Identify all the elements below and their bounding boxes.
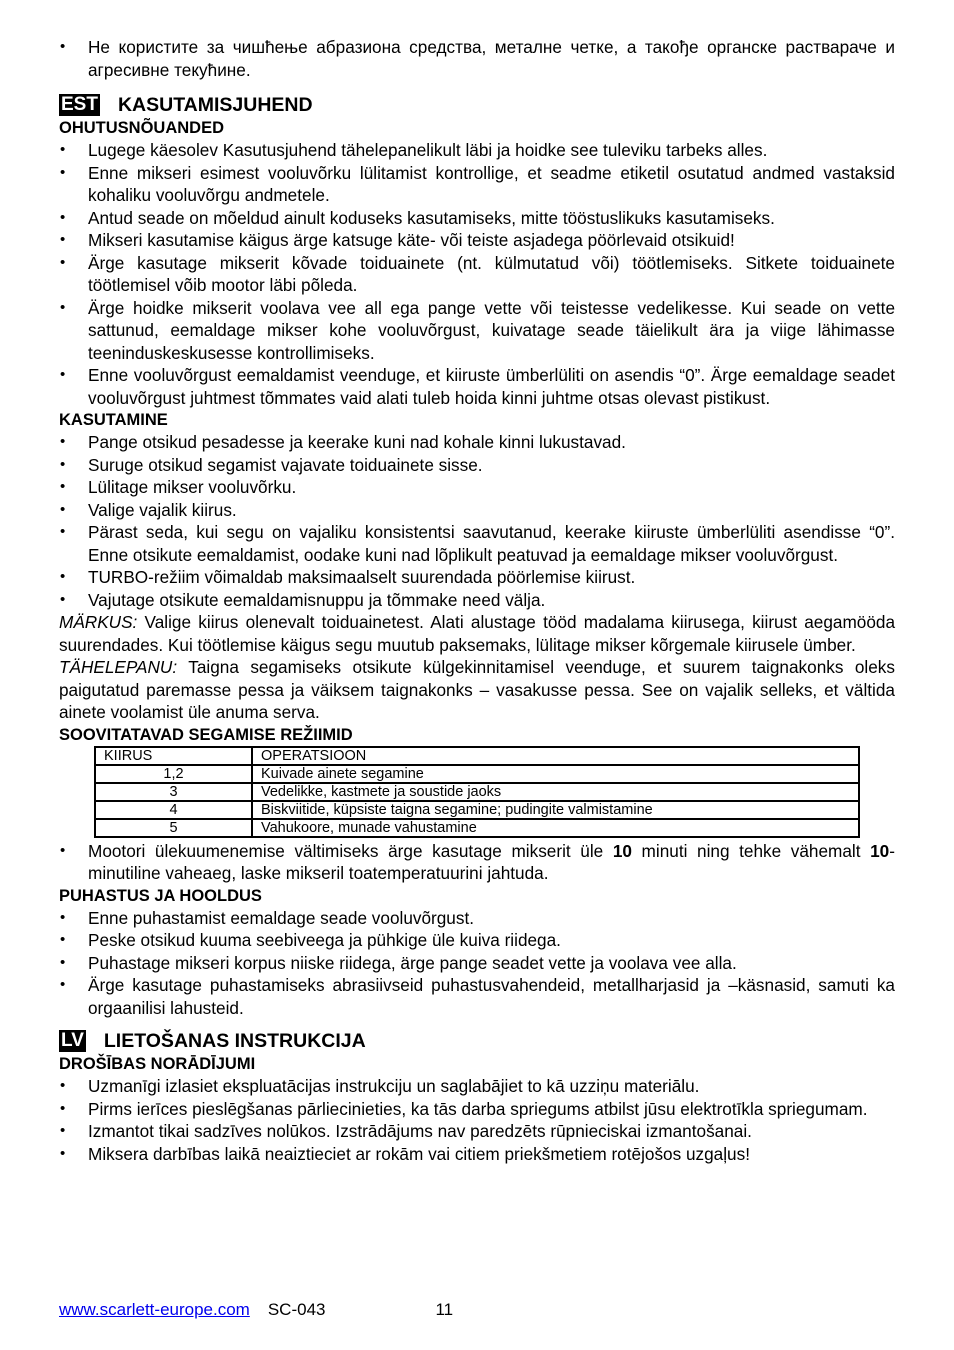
list-item: • Vajutage otsikute eemaldamisnuppu ja tõmmake need välja. bbox=[59, 589, 895, 612]
overheat-text: minuti ning tehke vähemalt bbox=[631, 840, 871, 861]
list-item: • Valige vajalik kiirus. bbox=[59, 499, 895, 522]
list-item: • Miksera darbības laikā neaiztieciet ar rokām vai citiem priekšmetiem rotējošos uzgaļus! bbox=[59, 1143, 895, 1166]
top-bullet-list bbox=[59, 36, 895, 81]
list-item: • TURBO-režiim võimaldab maksimaalselt suurendada pöörlemise kiirust. bbox=[59, 566, 895, 589]
attention-text: Taigna segamiseks otsikute külgekinnitamisel veenduge, et suurem taignakonks oleks paigutatud paremasse pessa ja väiksem taignakonks – vasakusse pessa. See on vajalik selleks, et vältida ainete voolamist üle anuma serva. bbox=[59, 657, 895, 722]
table-row bbox=[95, 801, 859, 819]
est-cleaning-heading: PUHASTUS JA HOOLDUS bbox=[59, 886, 262, 905]
lv-safety-list bbox=[59, 1075, 895, 1165]
attention-label: TÄHELEPANU: bbox=[59, 657, 178, 677]
est-safety-list bbox=[59, 139, 895, 409]
est-modes-heading: SOOVITATAVAD SEGAMISE REŽIIMID bbox=[59, 725, 353, 744]
table-cell-speed: 4 bbox=[95, 801, 252, 819]
website-link[interactable]: www.scarlett-europe.com bbox=[59, 1300, 250, 1319]
page-footer bbox=[59, 1300, 453, 1320]
lv-safety-heading: DROŠĪBAS NORĀDĪJUMI bbox=[59, 1055, 256, 1073]
overheat-minutes: 10 bbox=[612, 840, 632, 861]
list-item: • Lugege käesolev Kasutusjuhend tähelepanelikult läbi ja hoidke see tuleviku tarbeks alles. bbox=[59, 139, 895, 162]
est-cleaning-list bbox=[59, 907, 895, 1020]
page-number: 11 bbox=[435, 1300, 454, 1319]
list-item: • Izmantot tikai sadzīves nolūkos. Izstrādājums nav paredzēts rūpnieciskai izmantošanai. bbox=[59, 1120, 895, 1143]
table-header-cell: KIIRUS bbox=[95, 747, 252, 765]
list-item: • Uzmanīgi izlasiet ekspluatācijas instrukciju un saglabājiet to kā uzziņu materiālu. bbox=[59, 1075, 895, 1098]
table-row bbox=[95, 783, 859, 801]
list-item: • Enne puhastamist eemaldage seade vooluvõrgust. bbox=[59, 907, 895, 930]
est-safety-heading: OHUTUSNÕUANDED bbox=[59, 119, 224, 137]
list-item bbox=[59, 840, 895, 885]
est-attention-paragraph bbox=[59, 656, 895, 724]
note-text: Valige kiirus olenevalt toiduainetest. Alati alustage tööd madalama kiirusega, kiirust aegamööda suurendades. Kui töötlemise käigus segu muutub paksemaks, lülitage mikser kõrgemale kiirusele ümber. bbox=[59, 612, 895, 655]
mixing-modes-table bbox=[94, 746, 860, 838]
lv-section-title: LIETOŠANAS INSTRUKCIJA bbox=[103, 1029, 366, 1052]
lv-section-header bbox=[59, 1029, 895, 1053]
list-item: • Suruge otsikud segamist vajavate toiduainete sisse. bbox=[59, 454, 895, 477]
list-item: • Puhastage mikseri korpus niiske riidega, ärge pange seadet vette ja voolava vee alla. bbox=[59, 952, 895, 975]
table-cell-speed: 5 bbox=[95, 819, 252, 837]
est-note-paragraph bbox=[59, 611, 895, 656]
list-item: • Не користите за чишћење абразиона средства, металне четке, а такође органске раствараче и агресивне текућине. bbox=[59, 36, 895, 81]
list-item: • Antud seade on mõeldud ainult koduseks kasutamiseks, mitte tööstuslikuks kasutamiseks. bbox=[59, 207, 895, 230]
est-section-title: KASUTAMISJUHEND bbox=[117, 93, 313, 116]
document-page bbox=[59, 36, 895, 1165]
list-item: • Pange otsikud pesadesse ja keerake kuni nad kohale kinni lukustavad. bbox=[59, 431, 895, 454]
table-header-cell: OPERATSIOON bbox=[252, 747, 859, 765]
list-item: • Ärge kasutage puhastamiseks abrasiivseid puhastusvahendeid, metallharjasid ja –käsnasid, samuti ka orgaanilisi lahusteid. bbox=[59, 974, 895, 1019]
table-row bbox=[95, 819, 859, 837]
list-item: • Enne mikseri esimest vooluvõrku lülitamist kontrollige, et seadme etiketil osutatud andmed vastaksid kohaliku vooluvõrgu andmetele. bbox=[59, 162, 895, 207]
table-cell-operation: Vedelikke, kastmete ja soustide jaoks bbox=[252, 783, 859, 801]
table-header-row bbox=[95, 747, 859, 765]
pause-minutes: 10 bbox=[870, 840, 890, 861]
list-item: • Enne vooluvõrgust eemaldamist veenduge, et kiiruste ümberlüliti on asendis “0”. Ärge eemaldage seadet vooluvõrgust juhtmest tõmmates vaid alati tuleb hoida kinni juhtme otsas olevast pistikust. bbox=[59, 364, 895, 409]
note-label: MÄRKUS: bbox=[59, 612, 138, 632]
lv-language-tag: LV bbox=[61, 1030, 84, 1051]
table-cell-operation: Biskviitide, küpsiste taigna segamine; pudingite valmistamine bbox=[252, 801, 859, 819]
table-cell-operation: Kuivade ainete segamine bbox=[252, 765, 859, 783]
overheat-text: Mootori ülekuumenemise vältimiseks ärge kasutage mikserit üle bbox=[88, 840, 613, 861]
est-section-header bbox=[59, 93, 895, 117]
table-row bbox=[95, 765, 859, 783]
list-item: • Ärge kasutage mikserit kõvade toiduainete (nt. külmutatud või) töötlemiseks. Sitkete toiduainete töötlemisel võib mootor läbi põleda. bbox=[59, 252, 895, 297]
est-usage-heading: KASUTAMINE bbox=[59, 411, 168, 429]
est-usage-list bbox=[59, 431, 895, 611]
table-cell-speed: 1,2 bbox=[95, 765, 252, 783]
list-item: • Mikseri kasutamise käigus ärge katsuge käte- või teiste asjadega pöörlevaid otsikuid! bbox=[59, 229, 895, 252]
list-item: • Peske otsikud kuuma seebiveega ja pühkige üle kuiva riidega. bbox=[59, 929, 895, 952]
overheat-text: -minutiline vaheaeg, laske mikseril toatemperatuurini jahtuda. bbox=[88, 840, 895, 883]
list-item: • Lülitage mikser vooluvõrku. bbox=[59, 476, 895, 499]
est-overheat-list bbox=[59, 840, 895, 885]
table-cell-speed: 3 bbox=[95, 783, 252, 801]
list-item: • Ärge hoidke mikserit voolava vee all ega pange vette või teistesse vedelikesse. Kui seade on vette sattunud, eemaldage mikser kohe vooluvõrgust, kuivatage seade täielikult ära ja viige lähimasse teeninduskeskusesse kontrollimiseks. bbox=[59, 297, 895, 365]
list-item: • Pirms ierīces pieslēgšanas pārliecinieties, ka tās darba spriegums atbilst jūsu elektrotīkla spriegumam. bbox=[59, 1098, 895, 1121]
table-cell-operation: Vahukoore, munade vahustamine bbox=[252, 819, 859, 837]
model-number: SC-043 bbox=[267, 1300, 326, 1319]
list-item: • Pärast seda, kui segu on vajaliku konsistentsi saavutanud, keerake kiiruste ümberlüliti asendisse “0”. Enne otsikute eemaldamist, oodake kuni nad lõplikult peatuvad ja eemaldage mikser vooluvõrgust. bbox=[59, 521, 895, 566]
est-language-tag: EST bbox=[61, 94, 98, 115]
